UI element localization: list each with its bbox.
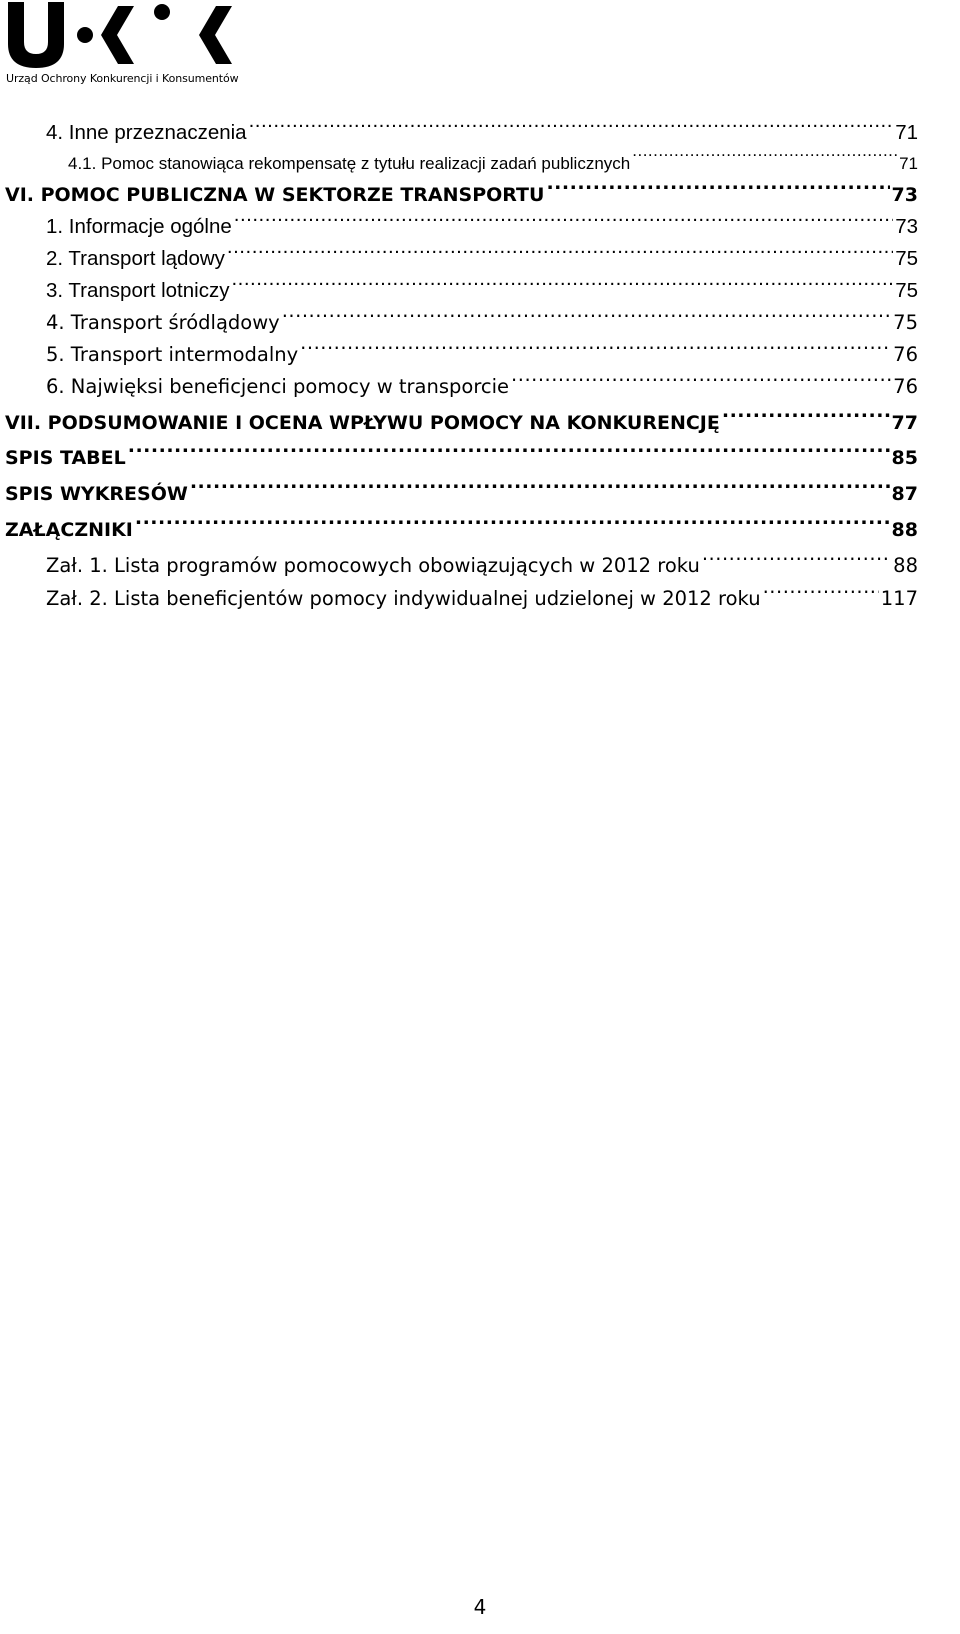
toc-dot-leader (135, 510, 890, 536)
toc-entry[interactable] (0, 546, 960, 579)
toc-entry[interactable] (0, 438, 960, 471)
toc-dot-leader (702, 546, 891, 572)
toc-entry-label: 2. Transport lądowy (46, 247, 225, 270)
toc-entry-page: 88 (891, 519, 918, 541)
toc-entry[interactable] (0, 367, 960, 400)
toc-entry[interactable] (0, 510, 960, 543)
toc-entry-page: 117 (880, 587, 918, 610)
toc-entry[interactable] (0, 271, 960, 304)
toc-entry-label: Zał. 1. Lista programów pomocowych obowiązujących w 2012 roku (46, 554, 700, 577)
uokik-logo (6, 2, 246, 88)
toc-dot-leader (227, 239, 893, 265)
toc-entry[interactable] (0, 113, 960, 146)
toc-entry-label: 4. Transport śródlądowy (46, 311, 280, 334)
toc-entry-page: 73 (895, 215, 918, 238)
toc-entry-page: 73 (891, 184, 918, 206)
toc-entry[interactable] (0, 207, 960, 240)
toc-entry-page: 75 (895, 247, 918, 270)
toc-entry-label: 5. Transport intermodalny (46, 343, 299, 366)
toc-entry-page: 85 (891, 447, 918, 469)
toc-dot-leader (249, 113, 894, 139)
toc-entry-label: ZAŁĄCZNIKI (5, 519, 133, 541)
toc-entry-label: VI. POMOC PUBLICZNA W SEKTORZE TRANSPORTU (5, 184, 545, 206)
toc-dot-leader (546, 175, 889, 201)
toc-entry-page: 75 (893, 311, 918, 334)
toc-entry-page: 87 (891, 483, 918, 505)
toc-entry-label: Zał. 2. Lista beneficjentów pomocy indywidualnej udzielonej w 2012 roku (46, 587, 761, 610)
toc-dot-leader (282, 303, 891, 329)
toc-entry[interactable] (0, 303, 960, 336)
toc-dot-leader (763, 579, 879, 605)
toc-entry-label: VII. PODSUMOWANIE I OCENA WPŁYWU POMOCY NA KONKURENCJĘ (5, 412, 720, 434)
toc-entry-page: 76 (893, 375, 918, 398)
toc-entry-page: 71 (895, 121, 918, 144)
toc-dot-leader (190, 474, 890, 500)
toc-dot-leader (722, 403, 890, 429)
logo-caption: Urząd Ochrony Konkurencji i Konsumentów (6, 72, 239, 85)
toc-entry-label: 1. Informacje ogólne (46, 215, 232, 238)
toc-entry-label: 4. Inne przeznaczenia (46, 121, 247, 144)
toc-dot-leader (632, 143, 897, 169)
toc-dot-leader (234, 207, 893, 233)
toc-entry-label: 4.1. Pomoc stanowiąca rekompensatę z tytułu realizacji zadań publicznych (68, 154, 631, 173)
toc-entry-label: 3. Transport lotniczy (46, 279, 230, 302)
toc-dot-leader (300, 335, 891, 361)
toc-entry-label: SPIS TABEL (5, 447, 126, 469)
toc-entry-page: 71 (899, 154, 918, 173)
toc-entry[interactable] (0, 335, 960, 368)
toc-entry-page: 88 (893, 554, 918, 577)
toc-entry[interactable] (0, 403, 960, 436)
toc-entry-page: 76 (893, 343, 918, 366)
page-number: 4 (473, 1595, 487, 1619)
toc-entry[interactable] (0, 143, 960, 177)
toc-entry-label: SPIS WYKRESÓW (5, 483, 188, 505)
toc-entry-page: 77 (891, 412, 918, 434)
toc-entry[interactable] (0, 175, 960, 208)
toc-dot-leader (511, 367, 891, 393)
toc-entry-page: 75 (895, 279, 918, 302)
toc-entry[interactable] (0, 579, 960, 612)
toc-dot-leader (128, 438, 890, 464)
toc-entry[interactable] (0, 239, 960, 272)
toc-dot-leader (231, 271, 893, 297)
toc-entry-label: 6. Najwięksi beneficjenci pomocy w transporcie (46, 375, 510, 398)
uokik-logo-mark (6, 2, 246, 72)
toc-entry[interactable] (0, 474, 960, 507)
